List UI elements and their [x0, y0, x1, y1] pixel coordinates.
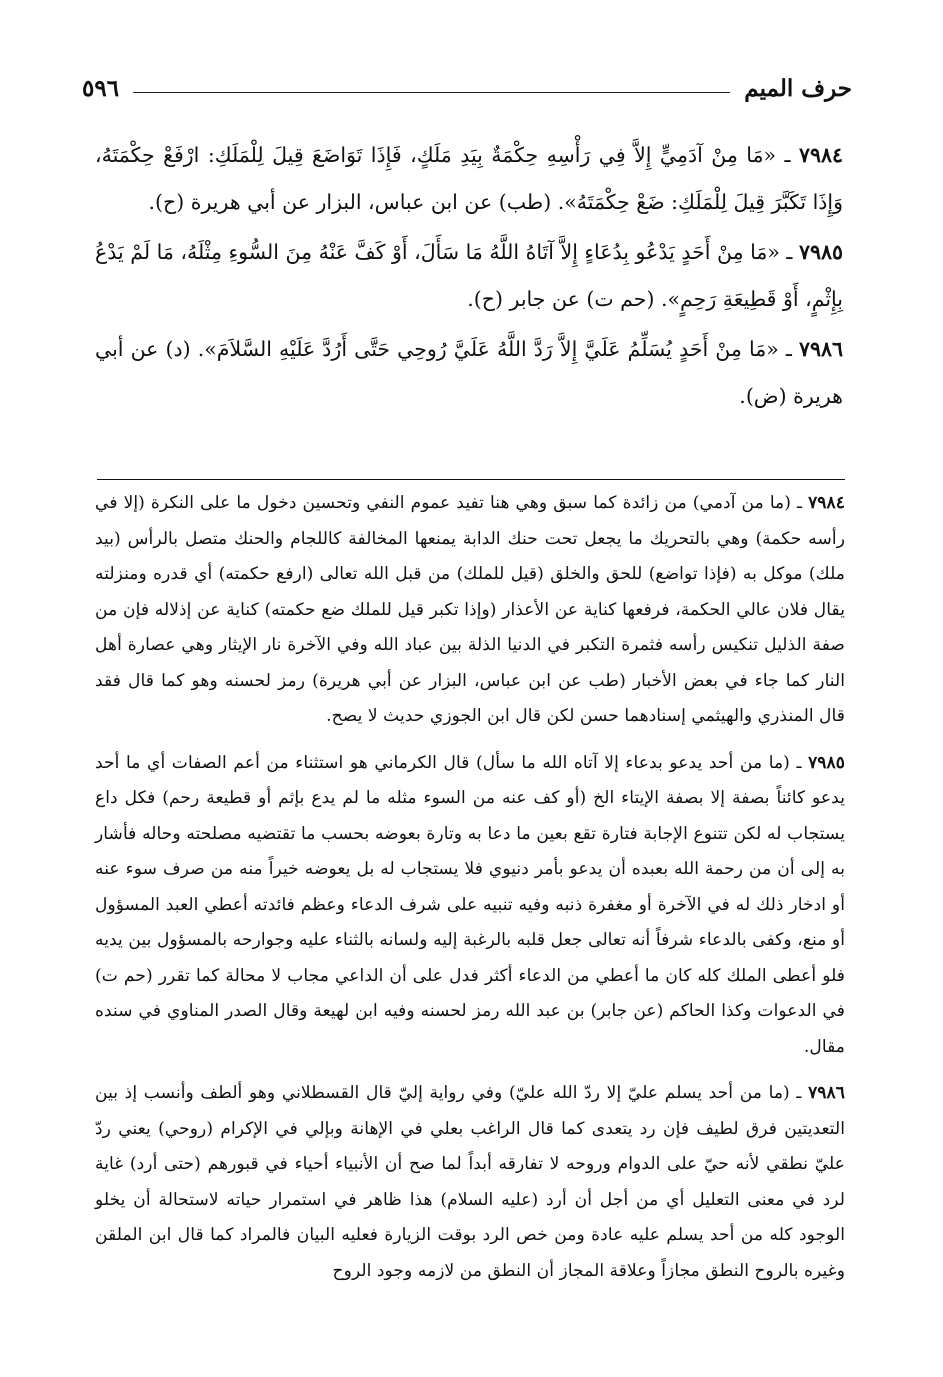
hadith-text: «مَا مِنْ أَحَدٍ يُسَلِّمُ عَلَيَّ إِلاَّ رَدَّ اللَّهُ عَلَيَّ رُوحِي حَتَّى أَرُدَّ عَلَيْهِ السَّلاَمَ». (د) عن أبي هريرة (ض). — [95, 337, 843, 408]
commentary-number: ٧٩٨٤ — [808, 493, 845, 513]
section-divider — [97, 479, 845, 480]
commentary-number: ٧٩٨٥ — [808, 752, 845, 773]
hadith-text: «مَا مِنْ آدَمِيٍّ إِلاَّ فِي رَأْسِهِ حِكْمَةٌ بِيَدِ مَلَكٍ، فَإِذَا تَوَاضَعَ قِيلَ لِلْمَلَكِ: ارْفَعْ حِكْمَتَهُ، وَإِذَا تَكَبَّرَ قِيلَ لِلْمَلَكِ: ضَعْ حِكْمَتَهُ». (طب) عن ابن عباس، البزار عن أبي هريرة (ح). — [95, 143, 843, 214]
commentary-text: (ما من آدمي) من زائدة كما سبق وهي هنا تفيد عموم النفي وتحسين دخول ما على النكرة (إلا في رأسه حكمة) وهي بالتحريك ما يجعل تحت حنك الدابة يمنعها المخالفة كاللجام والحنك متصل بالرأس (بيد ملك) موكل به (فإذا تواضع) للحق والخلق (قيل للملك) من قبل الله تعالى (ارفع حكمته) أي قدره ومنزلته يقال فلان عالي الحكمة، فرفعها كناية عن الأعذار (وإذا تكبر قيل للملك ضع حكمته) كناية عن إذلاله فإن من صفة الذليل تنكيس رأسه فثمرة التكبر في الدنيا الذلة بين عباد الله وفي الآخرة نار الإيثار وهي عصارة أهل النار كما جاء في بعض الأخبار (طب عن ابن عباس، البزار عن أبي هريرة) رمز لحسنه وهو كما قال فقد قال المنذري والهيثمي إسنادهما حسن لكن قال ابن الجوزي حديث لا يصح. — [95, 493, 845, 726]
hadith-entry: ٧٩٨٥ ـ «مَا مِنْ أَحَدٍ يَدْعُو بِدُعَاءٍ إِلاَّ آتَاهُ اللَّهُ مَا سَأَلَ، أَوْ كَفَّ عَنْهُ مِنَ السُّوءِ مِثْلَهُ، مَا لَمْ يَدْعُ بِإِثْمٍ، أَوْ قَطِيعَةِ رَحِمٍ». (حم ت) عن جابر (ح). — [95, 240, 843, 311]
commentary-entry: ٧٩٨٤ ـ (ما من آدمي) من زائدة كما سبق وهي هنا تفيد عموم النفي وتحسين دخول ما على النكرة (إلا في رأسه حكمة) وهي بالتحريك ما يجعل تحت حنك الدابة يمنعها المخالفة كاللجام والحنك متصل بالرأس (بيد ملك) موكل به (فإذا تواضع) للحق والخلق (قيل للملك) من قبل الله تعالى (ارفع حكمته) أي قدره ومنزلته يقال فلان عالي الحكمة، فرفعها كناية عن الأعذار (وإذا تكبر قيل للملك ضع حكمته) كناية عن إذلاله فإن من صفة الذليل تنكيس رأسه فثمرة التكبر في الدنيا الذلة بين عباد الله وفي الآخرة نار الإيثار وهي عصارة أهل النار كما جاء في بعض الأخبار (طب عن ابن عباس، البزار عن أبي هريرة) رمز لحسنه وهو كما قال فقد قال المنذري والهيثمي إسنادهما حسن لكن قال ابن الجوزي حديث لا يصح. — [95, 493, 845, 726]
hadith-number: ٧٩٨٤ — [798, 143, 843, 167]
hadith-number: ٧٩٨٥ — [798, 240, 843, 264]
commentary-block — [95, 486, 845, 1300]
commentary-entry: ٧٩٨٦ ـ (ما من أحد يسلم عليّ إلا ردّ الله عليّ) وفي رواية إليّ قال القسطلاني وهو ألطف وأنسب إذ بين التعديتين فرق لطيف فإن رد يتعدى كما قال الراغب بعلي في الإهانة وبإلي في الإكرام (روحي) يعني ردّ عليّ نطقي لأنه حيّ على الدوام وروحه لا تفارقه أبداً لما صح أن الأنبياء أحياء في قبورهم (حتى أرد) غاية لرد في معنى التعليل أي من أجل أن أرد (عليه السلام) هذا ظاهر في استمرار حياته لاستحالة أن يخلو الوجود كله من أحد يسلم عليه عادة ومن خص الرد بوقت الزيارة فعليه البيان فالمراد كما قال ابن الملقن وغيره بالروح النطق مجازاً وعلاقة المجاز أن النطق من لازمه وجود الروح — [95, 1083, 845, 1281]
hadith-text: «مَا مِنْ أَحَدٍ يَدْعُو بِدُعَاءٍ إِلاَّ آتَاهُ اللَّهُ مَا سَأَلَ، أَوْ كَفَّ عَنْهُ مِنَ السُّوءِ مِثْلَهُ، مَا لَمْ يَدْعُ بِإِثْمٍ، أَوْ قَطِيعَةِ رَحِمٍ». (حم ت) عن جابر (ح). — [95, 240, 843, 311]
hadith-entry: ٧٩٨٤ ـ «مَا مِنْ آدَمِيٍّ إِلاَّ فِي رَأْسِهِ حِكْمَةٌ بِيَدِ مَلَكٍ، فَإِذَا تَوَاضَعَ قِيلَ لِلْمَلَكِ: ارْفَعْ حِكْمَتَهُ، وَإِذَا تَكَبَّرَ قِيلَ لِلْمَلَكِ: ضَعْ حِكْمَتَهُ». (طب) عن ابن عباس، البزار عن أبي هريرة (ح). — [95, 143, 843, 214]
page-number: ٥٩٦ — [82, 74, 120, 102]
hadith-text-block — [95, 132, 843, 423]
commentary-text: (ما من أحد يدعو بدعاء إلا آتاه الله ما سأل) قال الكرماني هو استثناء من أعم الصفات أي ما أحد يدعو كائناً بصفة إلا بصفة الإيتاء الخ (أو كف عنه من السوء مثله ما لم يدع بإثم أو قطيعة رحم) فكل داع يستجاب له لكن تتنوع الإجابة فتارة تقع بعين ما دعا به وتارة بعوضه بحسب ما تقتضيه مصلحته وحاله فأشار به إلى أن من رحمة الله بعبده أن يدعو بأمر دنيوي فلا يستجاب له بل يعوضه خيراً منه من صرف سوء عنه أو ادخار ذلك له في الآخرة أو مغفرة ذنبه وفيه تنبيه على شرف الدعاء وعظم فائدته أعطي العبد المسؤول أو منع، وكفى بالدعاء شرفاً أنه تعالى جعل قلبه بالرغبة إليه ولسانه بالثناء عليه وجوارحه بالمسؤول بين يديه فلو أعطى الملك كله كان ما أعطي من الدعاء أكثر فدل على أن الداعي مجاب لا محالة كما تقرر (حم ت) في الدعوات وكذا الحاكم (عن جابر) بن عبد الله رمز لحسنه وفيه ابن لهيعة وقال الصدر المناوي في سنده مقال. — [95, 752, 845, 1057]
chapter-title: حرف الميم — [744, 74, 852, 102]
header-rule — [133, 92, 730, 93]
commentary-text: (ما من أحد يسلم عليّ إلا ردّ الله عليّ) وفي رواية إليّ قال القسطلاني وهو ألطف وأنسب إذ بين التعديتين فرق لطيف فإن رد يتعدى كما قال الراغب بعلي في الإهانة وبإلي في الإكرام (روحي) يعني ردّ عليّ نطقي لأنه حيّ على الدوام وروحه لا تفارقه أبداً لما صح أن الأنبياء أحياء في قبورهم (حتى أرد) غاية لرد في معنى التعليل أي من أجل أن أرد (عليه السلام) هذا ظاهر في استمرار حياته لاستحالة أن يخلو الوجود كله من أحد يسلم عليه عادة ومن خص الرد بوقت الزيارة فعليه البيان فالمراد كما قال ابن الملقن وغيره بالروح النطق مجازاً وعلاقة المجاز أن النطق من لازمه وجود الروح — [95, 1083, 845, 1281]
commentary-number: ٧٩٨٦ — [808, 1083, 845, 1103]
hadith-number: ٧٩٨٦ — [798, 337, 843, 361]
commentary-entry: ٧٩٨٥ ـ (ما من أحد يدعو بدعاء إلا آتاه الله ما سأل) قال الكرماني هو استثناء من أعم الصفات أي ما أحد يدعو كائناً بصفة إلا بصفة الإيتاء الخ (أو كف عنه من السوء مثله ما لم يدع بإثم أو قطيعة رحم) فكل داع يستجاب له لكن تتنوع الإجابة فتارة تقع بعين ما دعا به وتارة بعوضه بحسب ما تقتضيه مصلحته وحاله فأشار به إلى أن من رحمة الله بعبده أن يدعو بأمر دنيوي فلا يستجاب له بل يعوضه خيراً منه من صرف سوء عنه أو ادخار ذلك له في الآخرة أو مغفرة ذنبه وفيه تنبيه على شرف الدعاء وعظم فائدته أعطي العبد المسؤول أو منع، وكفى بالدعاء شرفاً أنه تعالى جعل قلبه بالرغبة إليه ولسانه بالثناء عليه وجوارحه بالمسؤول بين يديه فلو أعطى الملك كله كان ما أعطي من الدعاء أكثر فدل على أن الداعي مجاب لا محالة كما تقرر (حم ت) في الدعوات وكذا الحاكم (عن جابر) بن عبد الله رمز لحسنه وفيه ابن لهيعة وقال الصدر المناوي في سنده مقال. — [95, 752, 845, 1057]
hadith-entry: ٧٩٨٦ ـ «مَا مِنْ أَحَدٍ يُسَلِّمُ عَلَيَّ إِلاَّ رَدَّ اللَّهُ عَلَيَّ رُوحِي حَتَّى أَرُدَّ عَلَيْهِ السَّلاَمَ». (د) عن أبي هريرة (ض). — [95, 337, 843, 408]
running-header — [82, 68, 852, 108]
